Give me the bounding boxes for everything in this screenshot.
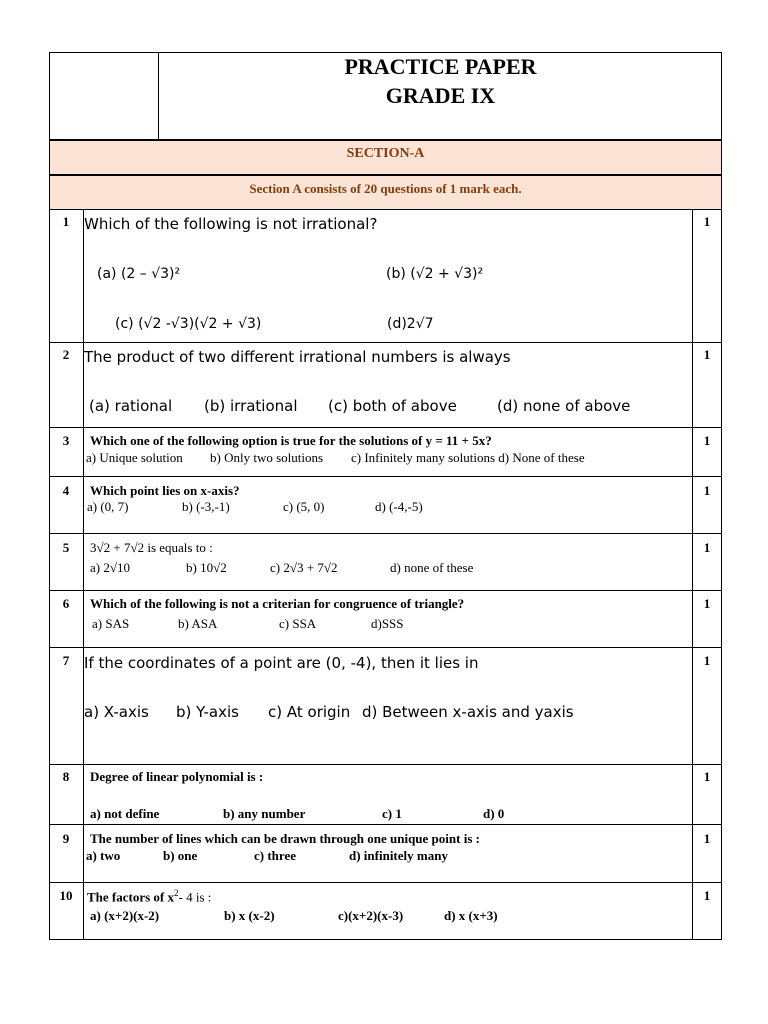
- question-number: 2: [62, 347, 70, 362]
- option-a: a) Unique solution: [86, 450, 183, 465]
- option-b: (b) (√2 + √3)²: [386, 266, 484, 282]
- option-b: b) 10√2: [186, 560, 227, 575]
- option-d: (d) none of above: [497, 397, 631, 415]
- option-c: c) At origin: [268, 703, 351, 721]
- option-a: a) two: [86, 848, 121, 863]
- option-c: c) 1: [382, 806, 402, 821]
- option-c-d: c) Infinitely many solutions d) None of these: [351, 450, 585, 465]
- question-mark: 1: [703, 769, 711, 784]
- question-number: 7: [62, 653, 70, 668]
- question-text: Which of the following is not a criterian for congruence of triangle?: [90, 596, 465, 611]
- question-number: 3: [62, 433, 70, 448]
- page-subtitle-grade: GRADE IX: [385, 83, 496, 108]
- option-d: d) infinitely many: [349, 848, 448, 863]
- question-text: 3√2 + 7√2 is equals to :: [90, 540, 213, 555]
- option-a: a) SAS: [92, 616, 130, 631]
- row-divider: [49, 824, 722, 825]
- question-number: 10: [59, 888, 73, 903]
- question-number: 4: [62, 483, 70, 498]
- option-b: b) Y-axis: [176, 703, 239, 721]
- question-mark: 1: [703, 831, 711, 846]
- row-divider: [49, 342, 722, 343]
- row-divider: [49, 647, 722, 648]
- question-text: Degree of linear polynomial is :: [90, 769, 264, 784]
- question-text-suffix: - 4 is :: [178, 889, 212, 905]
- option-d: d) (-4,-5): [375, 499, 423, 514]
- option-d: d) x (x+3): [444, 908, 498, 923]
- section-title: SECTION-A: [346, 146, 425, 161]
- section-description: Section A consists of 20 questions of 1 mark each.: [249, 181, 522, 196]
- page-title: PRACTICE PAPER: [344, 54, 537, 79]
- question-number: 1: [62, 214, 70, 229]
- option-a: a) X-axis: [84, 703, 149, 721]
- option-a: a) (0, 7): [87, 499, 129, 514]
- question-text: If the coordinates of a point are (0, -4), then it lies in: [84, 654, 479, 672]
- option-c: c) three: [254, 848, 296, 863]
- question-text: [87, 888, 211, 905]
- option-c: (c) (√2 -√3)(√2 + √3): [115, 316, 262, 332]
- option-b: b) (-3,-1): [182, 499, 230, 514]
- question-text: Which one of the following option is true for the solutions of y = 11 + 5x?: [90, 433, 492, 448]
- option-c: c) 2√3 + 7√2: [270, 560, 338, 575]
- option-a: a) (x+2)(x-2): [90, 908, 160, 923]
- question-mark: 1: [703, 483, 711, 498]
- option-d: d) 0: [483, 806, 505, 821]
- question-number: 8: [62, 769, 70, 784]
- row-divider: [49, 882, 722, 883]
- row-divider: [49, 590, 722, 591]
- option-a: a) 2√10: [90, 560, 130, 575]
- question-mark: 1: [703, 214, 711, 229]
- option-a: (a) (2 – √3)²: [97, 266, 181, 282]
- option-c: c)(x+2)(x-3): [338, 908, 404, 923]
- row-divider: [49, 764, 722, 765]
- question-text: The number of lines which can be drawn through one unique point is :: [90, 831, 480, 846]
- option-d: (d)2√7: [387, 316, 434, 332]
- question-mark: 1: [703, 433, 711, 448]
- question-mark: 1: [703, 596, 711, 611]
- question-text-prefix: The factors of x: [87, 889, 175, 905]
- option-b: b) one: [163, 848, 198, 863]
- option-a: a) not define: [90, 806, 160, 821]
- option-c: (c) both of above: [328, 397, 457, 415]
- question-mark: 1: [703, 540, 711, 555]
- question-mark: 1: [703, 347, 711, 362]
- option-a: (a) rational: [89, 397, 173, 415]
- option-d: d)SSS: [371, 616, 404, 631]
- option-b: b) ASA: [178, 616, 218, 631]
- question-text: Which of the following is not irrational?: [84, 215, 378, 233]
- option-c: c) (5, 0): [283, 499, 325, 514]
- number-column-divider: [83, 209, 84, 940]
- question-number: 6: [62, 596, 70, 611]
- option-d: d) none of these: [390, 560, 474, 575]
- option-b: b) Only two solutions: [210, 450, 324, 465]
- option-c: c) SSA: [279, 616, 317, 631]
- row-divider: [49, 533, 722, 534]
- option-b: b) any number: [223, 806, 306, 821]
- question-number: 5: [62, 540, 70, 555]
- exponent: 2: [174, 888, 179, 898]
- question-mark: 1: [703, 653, 711, 668]
- option-b: b) x (x-2): [224, 908, 275, 923]
- option-d: d) Between x-axis and yaxis: [362, 703, 574, 721]
- question-number: 9: [62, 831, 70, 846]
- row-divider: [49, 476, 722, 477]
- option-b: (b) irrational: [204, 397, 298, 415]
- question-text: The product of two different irrational numbers is always: [84, 348, 511, 366]
- question-text: Which point lies on x-axis?: [90, 483, 240, 498]
- row-divider: [49, 427, 722, 428]
- question-mark: 1: [703, 888, 711, 903]
